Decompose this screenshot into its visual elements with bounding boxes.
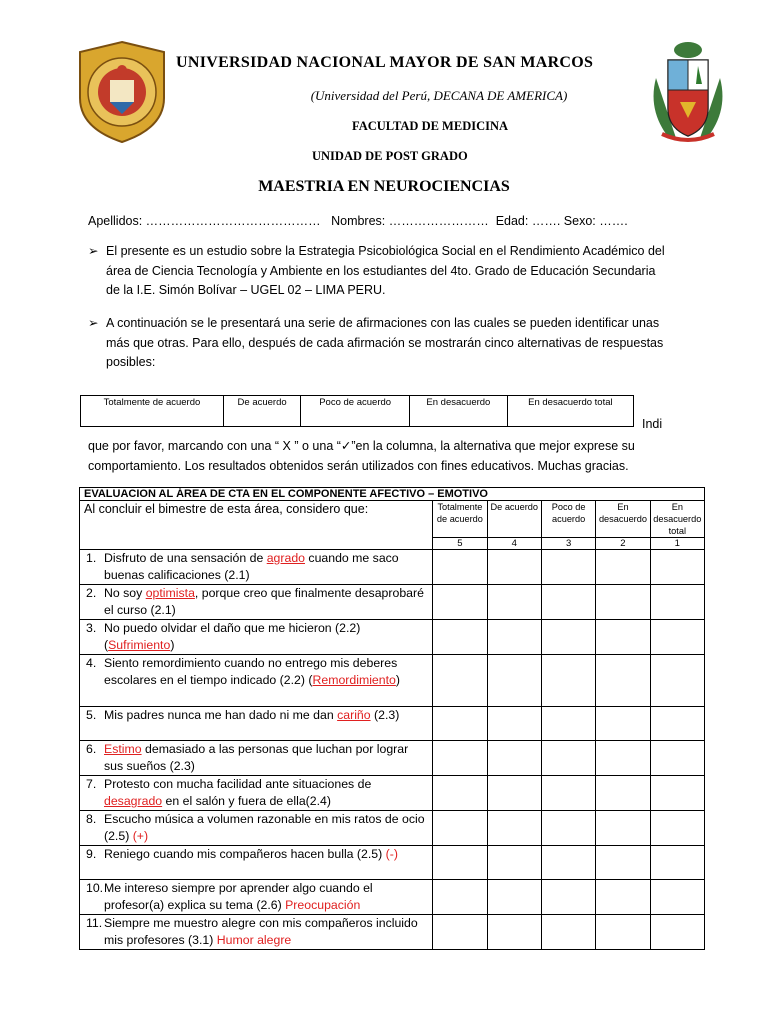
item-statement [80, 707, 433, 741]
item-text-end: demasiado a las personas que luchan por lograr sus sueños (2.3) [104, 742, 409, 773]
answer-cell[interactable] [596, 811, 650, 846]
university-title: UNIVERSIDAD NACIONAL MAYOR DE SAN MARCOS [176, 54, 594, 71]
answer-cell[interactable] [433, 811, 487, 846]
item-text-end: cuando me saco buenas calificaciones (2.1) [104, 551, 399, 582]
item-number: 5. [86, 708, 97, 722]
item-text: No puedo olvidar el daño que me hicieron (2.2) ( [104, 621, 361, 652]
answer-cell[interactable] [541, 707, 595, 741]
answer-cell[interactable] [596, 585, 650, 620]
item-number: 4. [86, 656, 97, 670]
item-keyword: cariño [337, 708, 371, 722]
item-number: 8. [86, 812, 97, 826]
instructions-continuation: que por favor, marcando con una “ X ” o una “✓”en la columna, la alternativa que mejor exprese su comportamiento. Los resultados obtenidos serán utilizados con fines educativos. Muchas gracias. [88, 439, 635, 473]
answer-cell[interactable] [650, 846, 704, 880]
item-number: 1. [86, 551, 97, 565]
answer-cell[interactable] [487, 741, 541, 776]
answer-cell[interactable] [487, 880, 541, 915]
score-value: 1 [650, 538, 704, 550]
score-value: 5 [433, 538, 487, 550]
answer-cell[interactable] [433, 915, 487, 950]
answer-cell[interactable] [487, 811, 541, 846]
option-cell: En desacuerdo total [507, 396, 633, 427]
answer-cell[interactable] [596, 655, 650, 707]
item-text-end: (2.3) [370, 708, 400, 722]
answer-cell[interactable] [541, 915, 595, 950]
answer-cell[interactable] [650, 707, 704, 741]
answer-cell[interactable] [433, 550, 487, 585]
answer-cell[interactable] [433, 776, 487, 811]
item-statement [80, 915, 433, 950]
answer-cell[interactable] [650, 880, 704, 915]
answer-cell[interactable] [596, 550, 650, 585]
item-keyword: desagrado [104, 794, 163, 808]
faculty-title: FACULTAD DE MEDICINA [352, 119, 509, 133]
item-number: 3. [86, 621, 97, 635]
answer-cell[interactable] [433, 880, 487, 915]
item-statement [80, 585, 433, 620]
table-row [80, 620, 705, 655]
item-statement [80, 741, 433, 776]
answer-cell[interactable] [433, 585, 487, 620]
answer-cell[interactable] [433, 846, 487, 880]
score-value: 3 [541, 538, 595, 550]
item-keyword: agrado [266, 551, 305, 565]
option-cell: De acuerdo [223, 396, 300, 427]
answer-cell[interactable] [433, 707, 487, 741]
item-text: Protesto con mucha facilidad ante situaciones de [104, 777, 372, 791]
item-statement [80, 880, 433, 915]
item-statement [80, 655, 433, 707]
table-row [80, 550, 705, 585]
answer-cell[interactable] [541, 741, 595, 776]
indi-text: Indi [642, 417, 663, 431]
column-header: En desacuerdo [596, 501, 650, 538]
item-number: 10. [86, 881, 104, 895]
item-text: Disfruto de una sensación de [104, 551, 267, 565]
table-row [80, 655, 705, 707]
item-text: Escucho música a volumen razonable en mis ratos de ocio (2.5) [104, 812, 425, 843]
table-row [80, 707, 705, 741]
item-number: 6. [86, 742, 97, 756]
table-row [80, 846, 705, 880]
answer-cell[interactable] [650, 776, 704, 811]
answer-cell[interactable] [433, 620, 487, 655]
answer-cell[interactable] [596, 620, 650, 655]
item-text: Siempre me muestro alegre con mis compañeros incluido mis profesores (3.1) [104, 916, 418, 947]
evaluation-table-title: EVALUACION AL ÁREA DE CTA EN EL COMPONENTE AFECTIVO – EMOTIVO [80, 488, 705, 501]
table-row [80, 741, 705, 776]
answer-cell[interactable] [596, 915, 650, 950]
item-statement [80, 776, 433, 811]
item-tag: (+) [132, 829, 149, 843]
arrow-bullet-icon: ➢ [88, 316, 99, 330]
answer-cell[interactable] [487, 776, 541, 811]
item-keyword: Remordimiento [312, 673, 396, 687]
answer-cell[interactable] [650, 741, 704, 776]
answer-cell[interactable] [596, 707, 650, 741]
item-tag: Humor alegre [216, 933, 292, 947]
answer-cell[interactable] [541, 846, 595, 880]
answer-cell[interactable] [650, 811, 704, 846]
answer-cell[interactable] [596, 880, 650, 915]
item-tag: Preocupación [285, 898, 361, 912]
table-row [80, 811, 705, 846]
item-number: 7. [86, 777, 97, 791]
intro-paragraph-1-text: El presente es un estudio sobre la Estrategia Psicobiológica Social en el Rendimiento Académico del área de Ciencia Tecnología y Ambiente en los estudiantes del 4to. Grado de Educación Secundaria de la I.E. Simón Bolívar – UGEL 02 – LIMA PERU. [106, 244, 665, 297]
item-number: 9. [86, 847, 97, 861]
item-keyword: Sufrimiento [108, 638, 171, 652]
answer-cell[interactable] [541, 880, 595, 915]
item-statement [80, 550, 433, 585]
answer-cell[interactable] [541, 776, 595, 811]
item-rows [80, 550, 705, 950]
intro-paragraph-1 [88, 242, 668, 301]
answer-cell[interactable] [541, 655, 595, 707]
item-statement [80, 620, 433, 655]
answer-cell[interactable] [541, 620, 595, 655]
answer-cell[interactable] [596, 741, 650, 776]
answer-cell[interactable] [650, 550, 704, 585]
item-text: Me intereso siempre por aprender algo cuando el profesor(a) explica su tema (2.6) [104, 881, 373, 912]
answer-cell[interactable] [433, 655, 487, 707]
answer-cell[interactable] [650, 585, 704, 620]
personal-data-line: Apellidos: …………………………………… Nombres: …………………… Edad: ……. Sexo: ……. [88, 214, 628, 228]
answer-cell[interactable] [487, 550, 541, 585]
column-header: En desacuerdo total [650, 501, 704, 538]
item-text-end: ) [170, 638, 175, 652]
option-cell: Poco de acuerdo [301, 396, 410, 427]
column-header: De acuerdo [487, 501, 541, 538]
answer-cell[interactable] [650, 620, 704, 655]
answer-cell[interactable] [487, 846, 541, 880]
score-value: 2 [596, 538, 650, 550]
answer-cell[interactable] [541, 585, 595, 620]
item-text: No soy [104, 586, 146, 600]
arrow-bullet-icon: ➢ [88, 244, 99, 258]
answer-cell[interactable] [487, 707, 541, 741]
option-cell: Totalmente de acuerdo [81, 396, 224, 427]
table-row [80, 776, 705, 811]
item-text-end: , porque creo que finalmente desaprobaré el curso (2.1) [104, 586, 424, 617]
item-text: Reniego cuando mis compañeros hacen bulla (2.5) [104, 847, 386, 861]
answer-cell[interactable] [541, 550, 595, 585]
answer-cell[interactable] [596, 776, 650, 811]
answer-cell[interactable] [596, 846, 650, 880]
answer-cell[interactable] [487, 915, 541, 950]
answer-cell[interactable] [650, 655, 704, 707]
answer-cell[interactable] [487, 585, 541, 620]
item-text-end: en el salón y fuera de ella(2.4) [162, 794, 331, 808]
answer-cell[interactable] [541, 811, 595, 846]
item-number: 2. [86, 586, 97, 600]
answer-cell[interactable] [650, 915, 704, 950]
intro-paragraph-2-text: A continuación se le presentará una serie de afirmaciones con las cuales se pueden identificar unas más que otras. Para ello, después de cada afirmación se mostrarán cinco alternativas de respuestas posibles: [106, 316, 664, 369]
item-text: Siento remordimiento cuando no entrego mis deberes escolares en el tiempo indicado (2.2) ( [104, 656, 398, 687]
table-row [80, 585, 705, 620]
answer-cell[interactable] [433, 741, 487, 776]
table-row [80, 915, 705, 950]
item-statement [80, 846, 433, 880]
item-keyword: Estimo [104, 742, 142, 756]
option-cell: En desacuerdo [410, 396, 508, 427]
unit-title: UNIDAD DE POST GRADO [312, 149, 468, 163]
intro-paragraph-2 [88, 314, 668, 373]
item-keyword: optimista [145, 586, 195, 600]
score-value: 4 [487, 538, 541, 550]
item-tag: (-) [385, 847, 398, 861]
program-title: MAESTRIA EN NEUROCIENCIAS [258, 178, 510, 195]
item-text: Mis padres nunca me han dado ni me dan [104, 708, 338, 722]
answer-cell[interactable] [487, 620, 541, 655]
table-row [80, 880, 705, 915]
item-text-end: ) [395, 673, 400, 687]
answer-cell[interactable] [487, 655, 541, 707]
item-number: 11. [86, 916, 103, 930]
evaluation-table [79, 487, 705, 950]
university-subtitle: (Universidad del Perú, DECANA DE AMERICA) [310, 88, 568, 103]
column-header: Poco de acuerdo [541, 501, 595, 538]
item-statement [80, 811, 433, 846]
evaluation-prompt: Al concluir el bimestre de esta área, considero que: [80, 501, 433, 550]
column-header: Totalmente de acuerdo [433, 501, 487, 538]
response-options-table [80, 395, 634, 427]
